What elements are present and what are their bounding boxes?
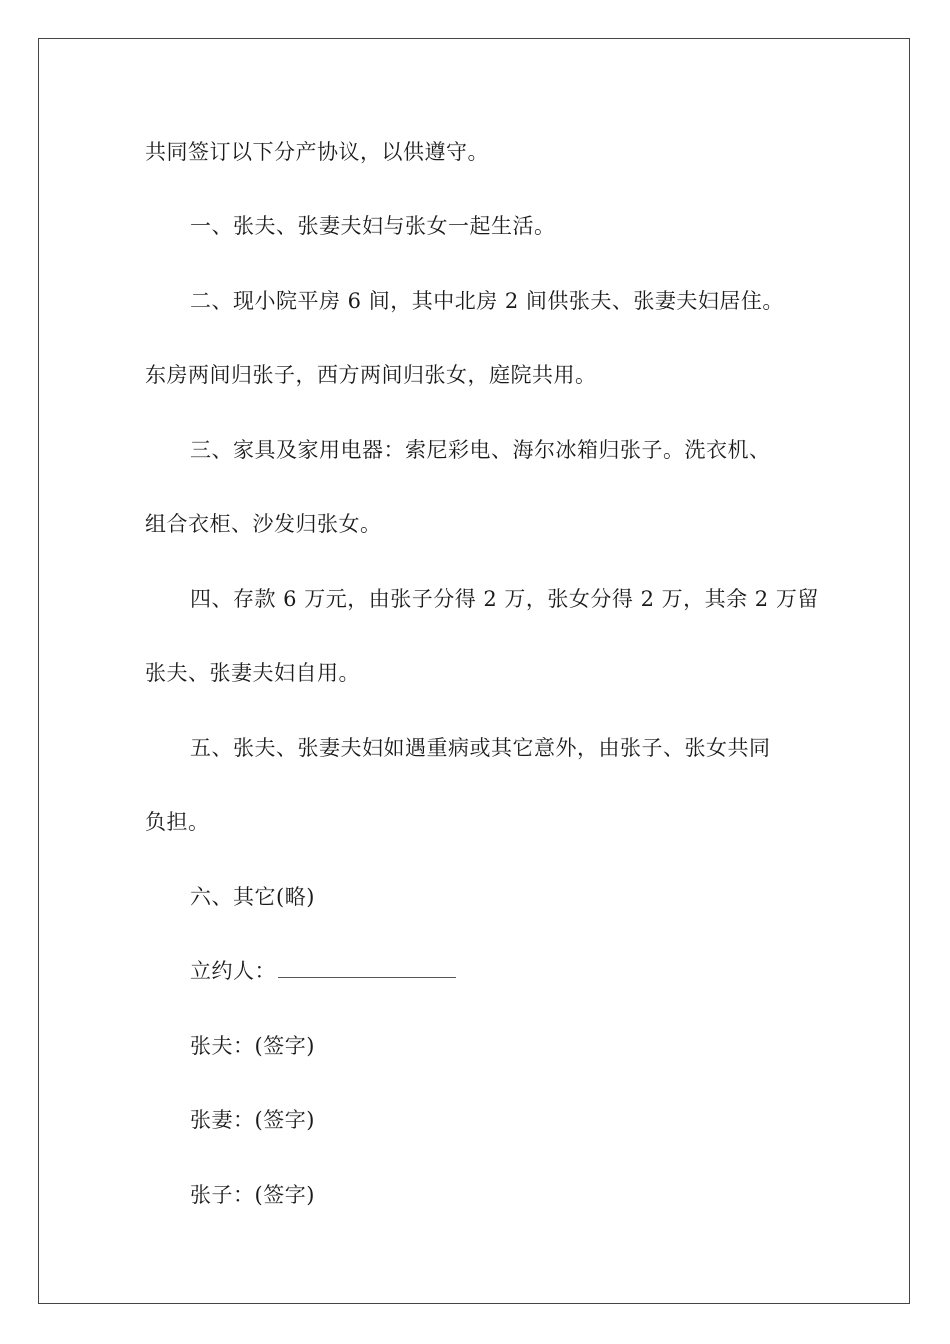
clause-6: 六、其它(略)	[190, 885, 315, 909]
clause-5: 五、张夫、张妻夫妇如遇重病或其它意外，由张子、张女共同	[190, 736, 771, 760]
signature-wife: 张妻：(签字)	[190, 1108, 315, 1132]
clause-4: 四、存款 6 万元，由张子分得 2 万，张女分得 2 万，其余 2 万留	[190, 587, 819, 611]
clause-1: 一、张夫、张妻夫妇与张女一起生活。	[190, 214, 556, 238]
clause-3: 三、家具及家用电器：索尼彩电、海尔冰箱归张子。洗衣机、	[190, 438, 771, 462]
signatory-blank-line[interactable]	[278, 959, 456, 978]
clause-4-continued: 张夫、张妻夫妇自用。	[145, 661, 360, 685]
clause-5-continued: 负担。	[145, 810, 210, 834]
signatory-label: 立约人：	[190, 959, 276, 983]
signatory-row	[190, 958, 456, 984]
clause-2-continued: 东房两间归张子，西方两间归张女，庭院共用。	[145, 363, 597, 387]
agreement-intro-line: 共同签订以下分产协议，以供遵守。	[145, 140, 489, 164]
clause-2: 二、现小院平房 6 间，其中北房 2 间供张夫、张妻夫妇居住。	[190, 289, 784, 313]
signature-son: 张子：(签字)	[190, 1183, 315, 1207]
signature-husband: 张夫：(签字)	[190, 1034, 315, 1058]
clause-3-continued: 组合衣柜、沙发归张女。	[145, 512, 382, 536]
